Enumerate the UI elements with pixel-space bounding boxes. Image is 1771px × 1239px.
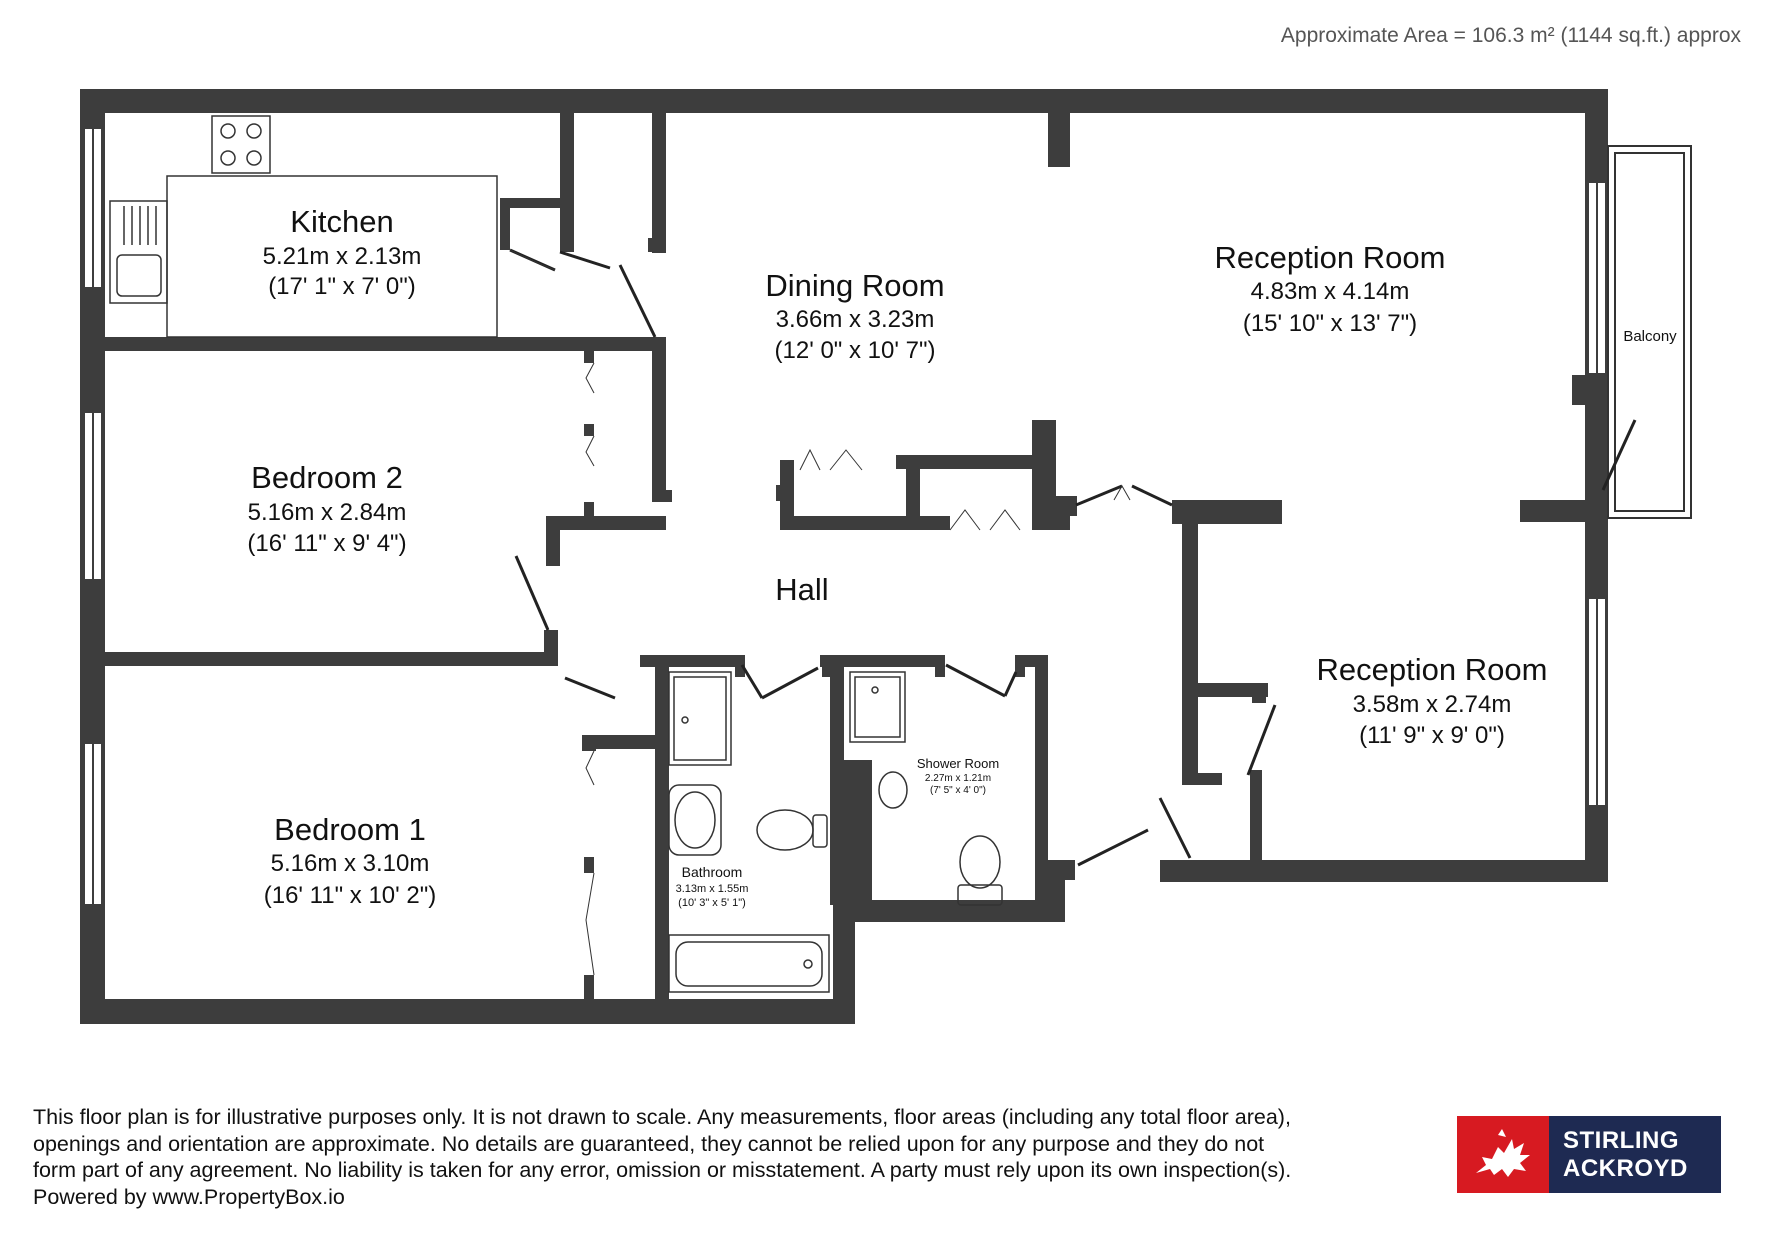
dining-imperial: (12' 0" x 10' 7") bbox=[774, 337, 936, 364]
shower-imperial: (7' 5" x 4' 0") bbox=[930, 785, 986, 796]
room-hall-label bbox=[775, 572, 828, 607]
room-kitchen-label bbox=[263, 204, 422, 300]
disclaimer-line: form part of any agreement. No liability is taken for any error, omission or misstatement. A party must rely upon its own inspection(s). bbox=[33, 1158, 1292, 1182]
reception2-imperial: (11' 9" x 9' 0") bbox=[1359, 722, 1505, 749]
kitchen-name: Kitchen bbox=[290, 204, 394, 239]
reception2-name: Reception Room bbox=[1316, 652, 1548, 687]
powered-by-link[interactable]: Powered by www.PropertyBox.io bbox=[33, 1184, 345, 1209]
reception2-metric: 3.58m x 2.74m bbox=[1352, 691, 1512, 718]
disclaimer bbox=[33, 1104, 1443, 1210]
reception1-metric: 4.83m x 4.14m bbox=[1250, 278, 1410, 305]
room-bedroom2-label bbox=[247, 460, 406, 557]
room-shower-label bbox=[917, 756, 999, 796]
shower-name: Shower Room bbox=[916, 756, 1000, 771]
dining-name: Dining Room bbox=[765, 268, 945, 303]
griffin-icon bbox=[1468, 1125, 1538, 1185]
reception1-imperial: (15' 10" x 13' 7") bbox=[1242, 310, 1418, 337]
bedroom1-imperial: (16' 11" x 10' 2") bbox=[263, 882, 437, 909]
doors bbox=[510, 250, 1635, 865]
room-dining-label bbox=[765, 268, 944, 364]
room-bedroom1-label bbox=[264, 812, 437, 909]
bedroom2-name: Bedroom 2 bbox=[251, 460, 403, 495]
kitchen-metric: 5.21m x 2.13m bbox=[262, 243, 422, 270]
room-reception2-label bbox=[1317, 652, 1548, 749]
logo-line2: ACKROYD bbox=[1563, 1154, 1688, 1182]
disclaimer-line: This floor plan is for illustrative purposes only. It is not drawn to scale. Any measurements, floor areas (including any total floor area), bbox=[33, 1105, 1291, 1129]
room-balcony-label bbox=[1623, 328, 1677, 345]
bathroom-imperial: (10' 3" x 5' 1") bbox=[678, 897, 746, 909]
bedroom2-metric: 5.16m x 2.84m bbox=[247, 499, 407, 526]
bathroom-metric: 3.13m x 1.55m bbox=[675, 883, 749, 895]
logo-wordmark bbox=[1549, 1116, 1721, 1193]
room-reception1-label bbox=[1215, 240, 1446, 337]
approximate-area: Approximate Area = 106.3 m² (1144 sq.ft.) approx bbox=[1280, 24, 1741, 47]
dining-metric: 3.66m x 3.23m bbox=[775, 306, 935, 333]
stirling-ackroyd-logo bbox=[1457, 1116, 1721, 1193]
logo-line1: STIRLING bbox=[1563, 1126, 1679, 1154]
logo-emblem bbox=[1457, 1116, 1549, 1193]
disclaimer-line: openings and orientation are approximate. No details are guaranteed, they cannot be relied upon for any purpose and they do not bbox=[33, 1131, 1265, 1156]
bedroom2-imperial: (16' 11" x 9' 4") bbox=[247, 530, 407, 557]
hall-name: Hall bbox=[775, 572, 829, 607]
bathroom-name: Bathroom bbox=[681, 864, 743, 880]
reception1-name: Reception Room bbox=[1214, 240, 1446, 275]
balcony-name: Balcony bbox=[1623, 328, 1677, 345]
bedroom1-name: Bedroom 1 bbox=[274, 812, 426, 847]
kitchen-imperial: (17' 1" x 7' 0") bbox=[268, 273, 416, 300]
bedroom1-metric: 5.16m x 3.10m bbox=[270, 850, 430, 877]
shower-metric: 2.27m x 1.21m bbox=[924, 773, 992, 784]
room-bathroom-label bbox=[676, 864, 749, 909]
